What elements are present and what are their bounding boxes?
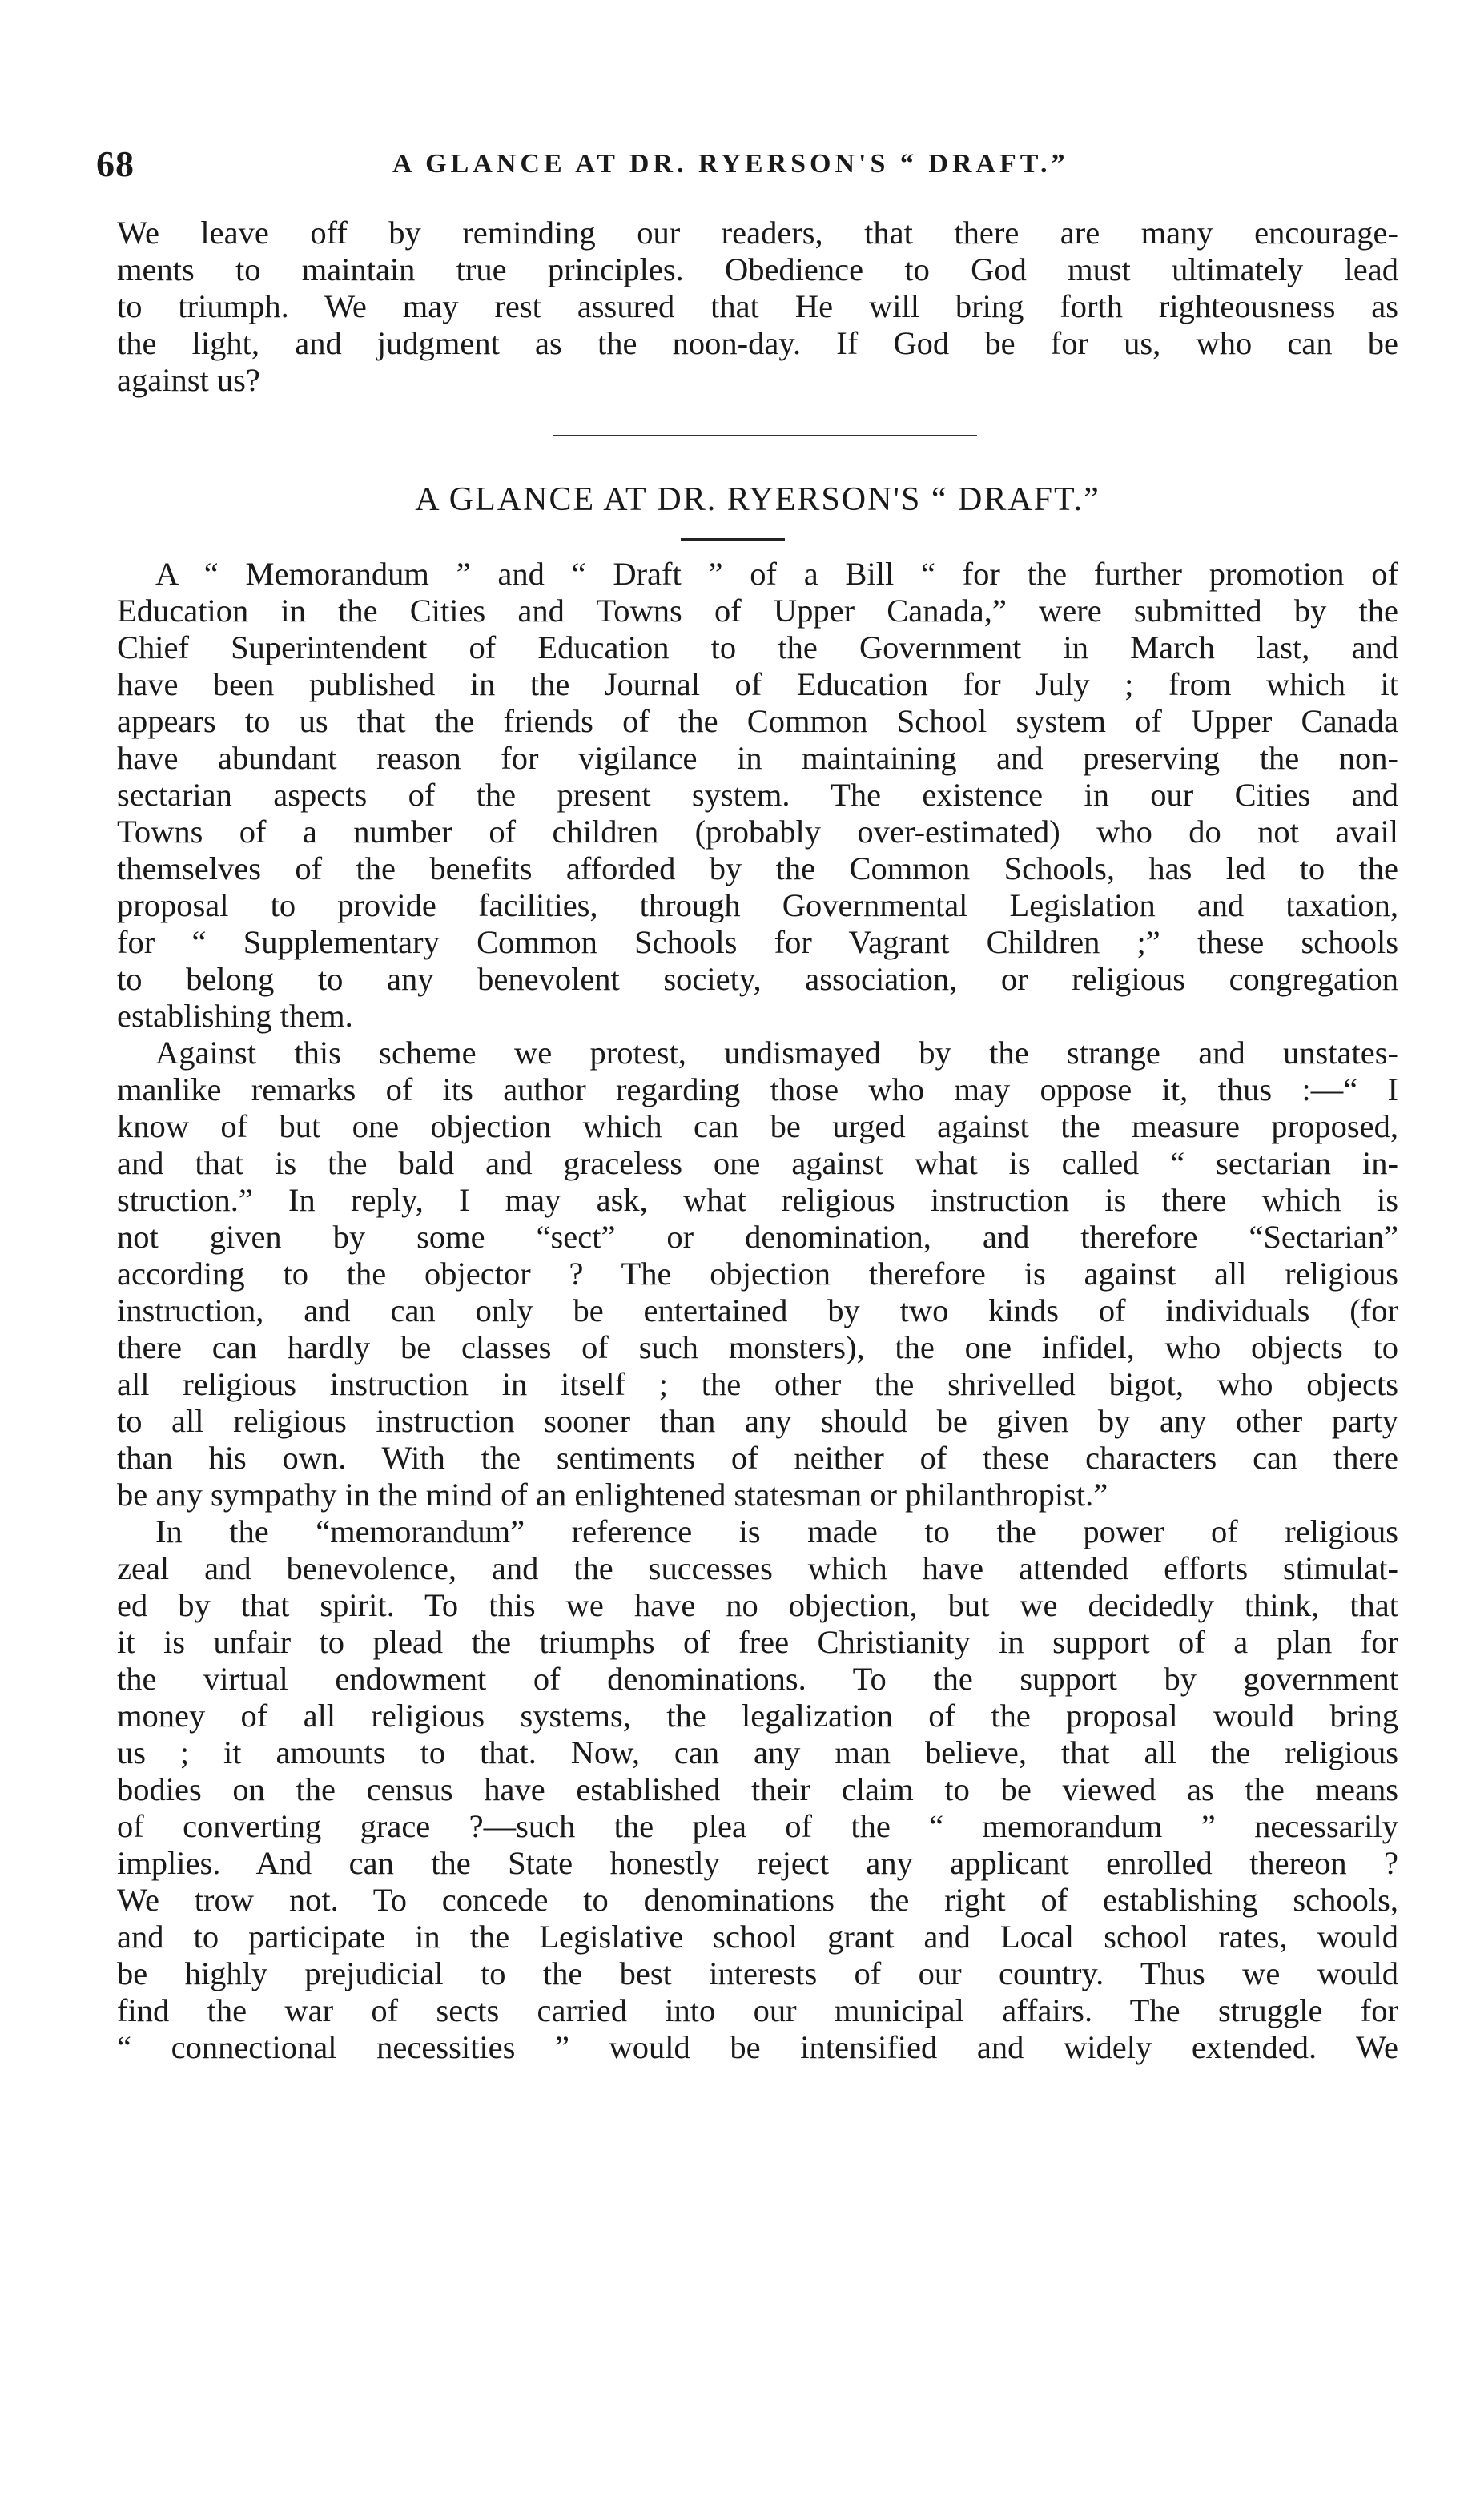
text-line: the light, and judgment as the noon-day. If God be for us, who can be	[117, 325, 1398, 361]
running-title: A GLANCE AT DR. RYERSON'S “ DRAFT.”	[392, 149, 1069, 179]
section-divider	[553, 435, 977, 436]
text-line: We leave off by reminding our readers, that there are many encourage-	[117, 215, 1398, 251]
text-line: have been published in the Journal of Education for July ; from which it	[117, 666, 1398, 702]
running-head	[96, 143, 1402, 191]
text-line: for “ Supplementary Common Schools for Vagrant Children ;” these schools	[117, 924, 1398, 960]
text-line: instruction, and can only be entertained by two kinds of individuals (for	[117, 1292, 1398, 1328]
text-line: have abundant reason for vigilance in maintaining and preserving the non-	[117, 740, 1398, 776]
text-line: sectarian aspects of the present system. The existence in our Cities and	[117, 777, 1398, 813]
text-line: there can hardly be classes of such monsters), the one infidel, who objects to	[117, 1329, 1398, 1365]
text-line: ments to maintain true principles. Obedience to God must ultimately lead	[117, 251, 1398, 287]
text-line: money of all religious systems, the legalization of the proposal would bring	[117, 1698, 1398, 1734]
text-line: all religious instruction in itself ; the other the shrivelled bigot, who objects	[117, 1366, 1398, 1402]
text-line: Against this scheme we protest, undismayed by the strange and unstates-	[155, 1035, 1398, 1071]
text-line: appears to us that the friends of the Common School system of Upper Canada	[117, 703, 1398, 739]
text-line: of converting grace ?—such the plea of the “ memorandum ” necessarily	[117, 1808, 1398, 1844]
text-line: Education in the Cities and Towns of Upper Canada,” were submitted by the	[117, 593, 1398, 629]
text-line: according to the objector ? The objection therefore is against all religious	[117, 1256, 1398, 1292]
title-underline	[681, 538, 785, 541]
text-line: ed by that spirit. To this we have no objection, but we decidedly think, that	[117, 1587, 1398, 1623]
text-line: know of but one objection which can be urged against the measure proposed,	[117, 1108, 1398, 1144]
article-title: A GLANCE AT DR. RYERSON'S “ DRAFT.”	[415, 481, 1100, 518]
continuation-paragraph	[117, 215, 1398, 399]
text-line: to all religious instruction sooner than any should be given by any other party	[117, 1403, 1398, 1439]
text-line: A “ Memorandum ” and “ Draft ” of a Bill “ for the further promotion of	[155, 556, 1398, 592]
text-line: us ; it amounts to that. Now, can any man believe, that all the religious	[117, 1734, 1398, 1770]
text-line: and that is the bald and graceless one against what is called “ sectarian in-	[117, 1145, 1398, 1181]
text-line: and to participate in the Legislative school grant and Local school rates, would	[117, 1919, 1398, 1955]
text-line: than his own. With the sentiments of neither of these characters can there	[117, 1440, 1398, 1476]
text-line: struction.” In reply, I may ask, what religious instruction is there which is	[117, 1182, 1398, 1218]
text-line: “ connectional necessities ” would be intensified and widely extended. We	[117, 2029, 1398, 2065]
page-number: 68	[96, 143, 135, 184]
text-line: We trow not. To concede to denominations the right of establishing schools,	[117, 1882, 1398, 1918]
text-line: implies. And can the State honestly reject any applicant enrolled thereon ?	[117, 1845, 1398, 1881]
text-line: be highly prejudicial to the best interests of our country. Thus we would	[117, 1955, 1398, 1991]
text-line: proposal to provide facilities, through Governmental Legislation and taxation,	[117, 887, 1398, 923]
text-line: bodies on the census have established their claim to be viewed as the means	[117, 1771, 1398, 1807]
text-line: manlike remarks of its author regarding those who may oppose it, thus :—“ I	[117, 1071, 1398, 1107]
article-body	[117, 556, 1398, 2066]
text-line: to triumph. We may rest assured that He will bring forth righteousness as	[117, 288, 1398, 324]
text-line: Towns of a number of children (probably over-estimated) who do not avail	[117, 814, 1398, 850]
text-line: In the “memorandum” reference is made to the power of religious	[155, 1513, 1398, 1549]
text-line: to belong to any benevolent society, association, or religious congregation	[117, 961, 1398, 997]
text-line: find the war of sects carried into our municipal affairs. The struggle for	[117, 1992, 1398, 2028]
text-line: against us?	[117, 362, 260, 398]
text-line: Chief Superintendent of Education to the Government in March last, and	[117, 629, 1398, 665]
text-line: not given by some “sect” or denomination, and therefore “Sectarian”	[117, 1219, 1398, 1255]
text-line: themselves of the benefits afforded by the Common Schools, has led to the	[117, 850, 1398, 886]
text-line: the virtual endowment of denominations. To the support by government	[117, 1661, 1398, 1697]
text-line: establishing them.	[117, 998, 353, 1034]
text-line: it is unfair to plead the triumphs of free Christianity in support of a plan for	[117, 1624, 1398, 1660]
text-line: zeal and benevolence, and the successes which have attended efforts stimulat-	[117, 1550, 1398, 1586]
text-line: be any sympathy in the mind of an enlightened statesman or philanthropist.”	[117, 1477, 1108, 1513]
